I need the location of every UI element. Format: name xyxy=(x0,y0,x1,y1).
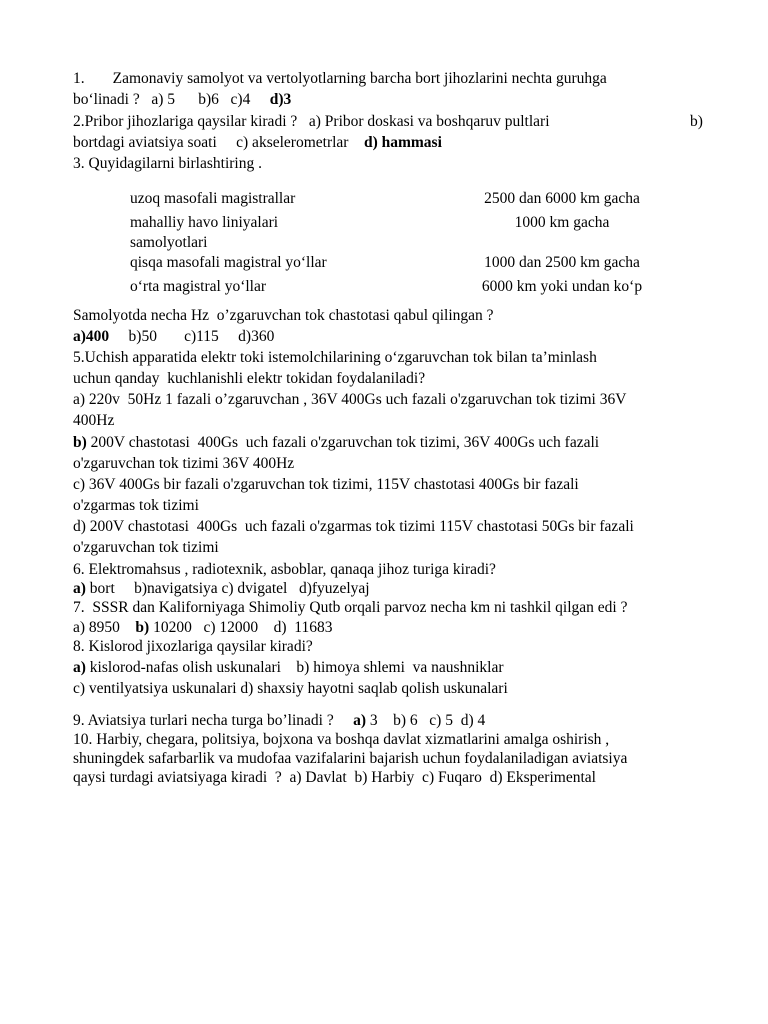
q7-text: 7. SSSR dan Kaliforniyaga Shimoliy Qutb orqali parvoz necha km ni tashkil qilgan edi ? xyxy=(73,599,628,616)
q4-rest: b)50 c)115 d)360 xyxy=(109,328,275,345)
q8-rest: kislorod-nafas olish uskunalari b) himoya shlemi va naushniklar xyxy=(85,659,504,676)
table-left-cell: qisqa masofali magistral yo‘llar xyxy=(130,254,327,271)
q10-line2: shuningdek safarbarlik va mudofaa vazifalarini bajarish uchun foydalaniladigan aviatsiya xyxy=(73,750,628,767)
q4-text: Samolyotda necha Hz o’zgaruvchan tok chastotasi qabul qilingan ? xyxy=(73,307,494,324)
q4-options xyxy=(73,327,274,347)
q5-option-c-line1: c) 36V 400Gs bir fazali o'zgaruvchan tok tizimi, 115V chastotasi 400Gs bir fazali xyxy=(73,476,579,493)
table-right-cell: 2500 dan 6000 km gacha xyxy=(484,190,640,207)
table-left-cell: samolyotlari xyxy=(130,234,208,251)
q1-answer: d)3 xyxy=(269,91,292,108)
table-right-cell: 1000 km gacha xyxy=(514,214,610,231)
q5-option-d-line1: d) 200V chastotasi 400Gs uch fazali o'zgarmas tok tizimi 115V chastotasi 50Gs bir fazali xyxy=(73,518,634,535)
q2-option-b: b) xyxy=(690,113,703,130)
q2-line1: 2.Pribor jihozlariga qaysilar kiradi ? a) Pribor doskasi va boshqaruv pultlari xyxy=(73,113,550,130)
q1-line2 xyxy=(73,90,291,110)
q5-option-b-text: 200V chastotasi 400Gs uch fazali o'zgaruvchan tok tizimi, 36V 400Gs uch fazali xyxy=(86,434,600,451)
q5-answer: b) xyxy=(73,434,87,451)
q5-option-c-line2: o'zgarmas tok tizimi xyxy=(73,497,199,514)
q1-text: Zamonaviy samolyot va vertolyotlarning barcha bort jihozlarini nechta guruhga xyxy=(112,70,607,87)
table-right-cell: 6000 km yoki undan ko‘p xyxy=(481,278,643,295)
q6-answer: a) xyxy=(73,580,86,597)
q8-options-line2: c) ventilyatsiya uskunalari d) shaxsiy hayotni saqlab qolish uskunalari xyxy=(73,680,508,697)
q2-answer: d) hammasi xyxy=(363,134,442,151)
q6-options xyxy=(73,579,370,599)
q8-answer: a) xyxy=(73,659,86,676)
table-left-cell: uzoq masofali magistrallar xyxy=(130,190,296,207)
q5-option-d-line2: o'zgaruvchan tok tizimi xyxy=(73,539,219,556)
q7-options xyxy=(73,618,332,638)
q2-options: bortdagi aviatsiya soati c) akselerometrlar xyxy=(73,134,364,151)
q1-options: bo‘linadi ? a) 5 b)6 c)4 xyxy=(73,91,270,108)
q9-answer: a) xyxy=(353,712,366,729)
q5-option-a-line1: a) 220v 50Hz 1 fazali o’zgaruvchan , 36V 400Gs uch fazali o'zgaruvchan tok tizimi 36V xyxy=(73,391,627,408)
q2-line2 xyxy=(73,133,442,153)
q3-text: 3. Quyidagilarni birlashtiring . xyxy=(73,155,262,172)
q7-answer: b) xyxy=(135,619,150,636)
q8-text: 8. Kislorod jixozlariga qaysilar kiradi? xyxy=(73,638,313,655)
q9-text: 9. Aviatsiya turlari necha turga bo’linadi ? xyxy=(73,712,354,729)
q5-option-b-line2: o'zgaruvchan tok tizimi 36V 400Hz xyxy=(73,455,295,472)
q6-rest: bort b)navigatsiya c) dvigatel d)fyuzelyaj xyxy=(85,580,370,597)
table-left-cell: mahalliy havo liniyalari xyxy=(130,214,279,231)
q9-line xyxy=(73,711,485,731)
q1-number: 1. xyxy=(73,70,85,87)
q8-options-line1 xyxy=(73,658,503,678)
q9-rest: 3 b) 6 c) 5 d) 4 xyxy=(366,712,486,729)
q10-line1: 10. Harbiy, chegara, politsiya, bojxona va boshqa davlat xizmatlarini amalga oshirish , xyxy=(73,731,610,748)
table-right-cell: 1000 dan 2500 km gacha xyxy=(484,254,640,271)
q7-pre: a) 8950 xyxy=(73,619,136,636)
q5-line1: 5.Uchish apparatida elektr toki istemolchilarining o‘zgaruvchan tok bilan ta’minlash xyxy=(73,349,597,366)
table-left-cell: o‘rta magistral yo‘llar xyxy=(130,278,267,295)
q1-line1 xyxy=(73,69,607,89)
q7-rest: 10200 c) 12000 d) 11683 xyxy=(149,619,333,636)
q6-text: 6. Elektromahsus , radiotexnik, asboblar, qanaqa jihoz turiga kiradi? xyxy=(73,561,496,578)
q5-option-a-line2: 400Hz xyxy=(73,412,115,429)
q10-line3: qaysi turdagi aviatsiyaga kiradi ? a) Davlat b) Harbiy c) Fuqaro d) Eksperimental xyxy=(73,769,596,786)
q4-answer: a)400 xyxy=(73,328,110,345)
q5-line2: uchun qanday kuchlanishli elektr tokidan foydalaniladi? xyxy=(73,370,426,387)
q5-option-b-line1 xyxy=(73,433,599,453)
